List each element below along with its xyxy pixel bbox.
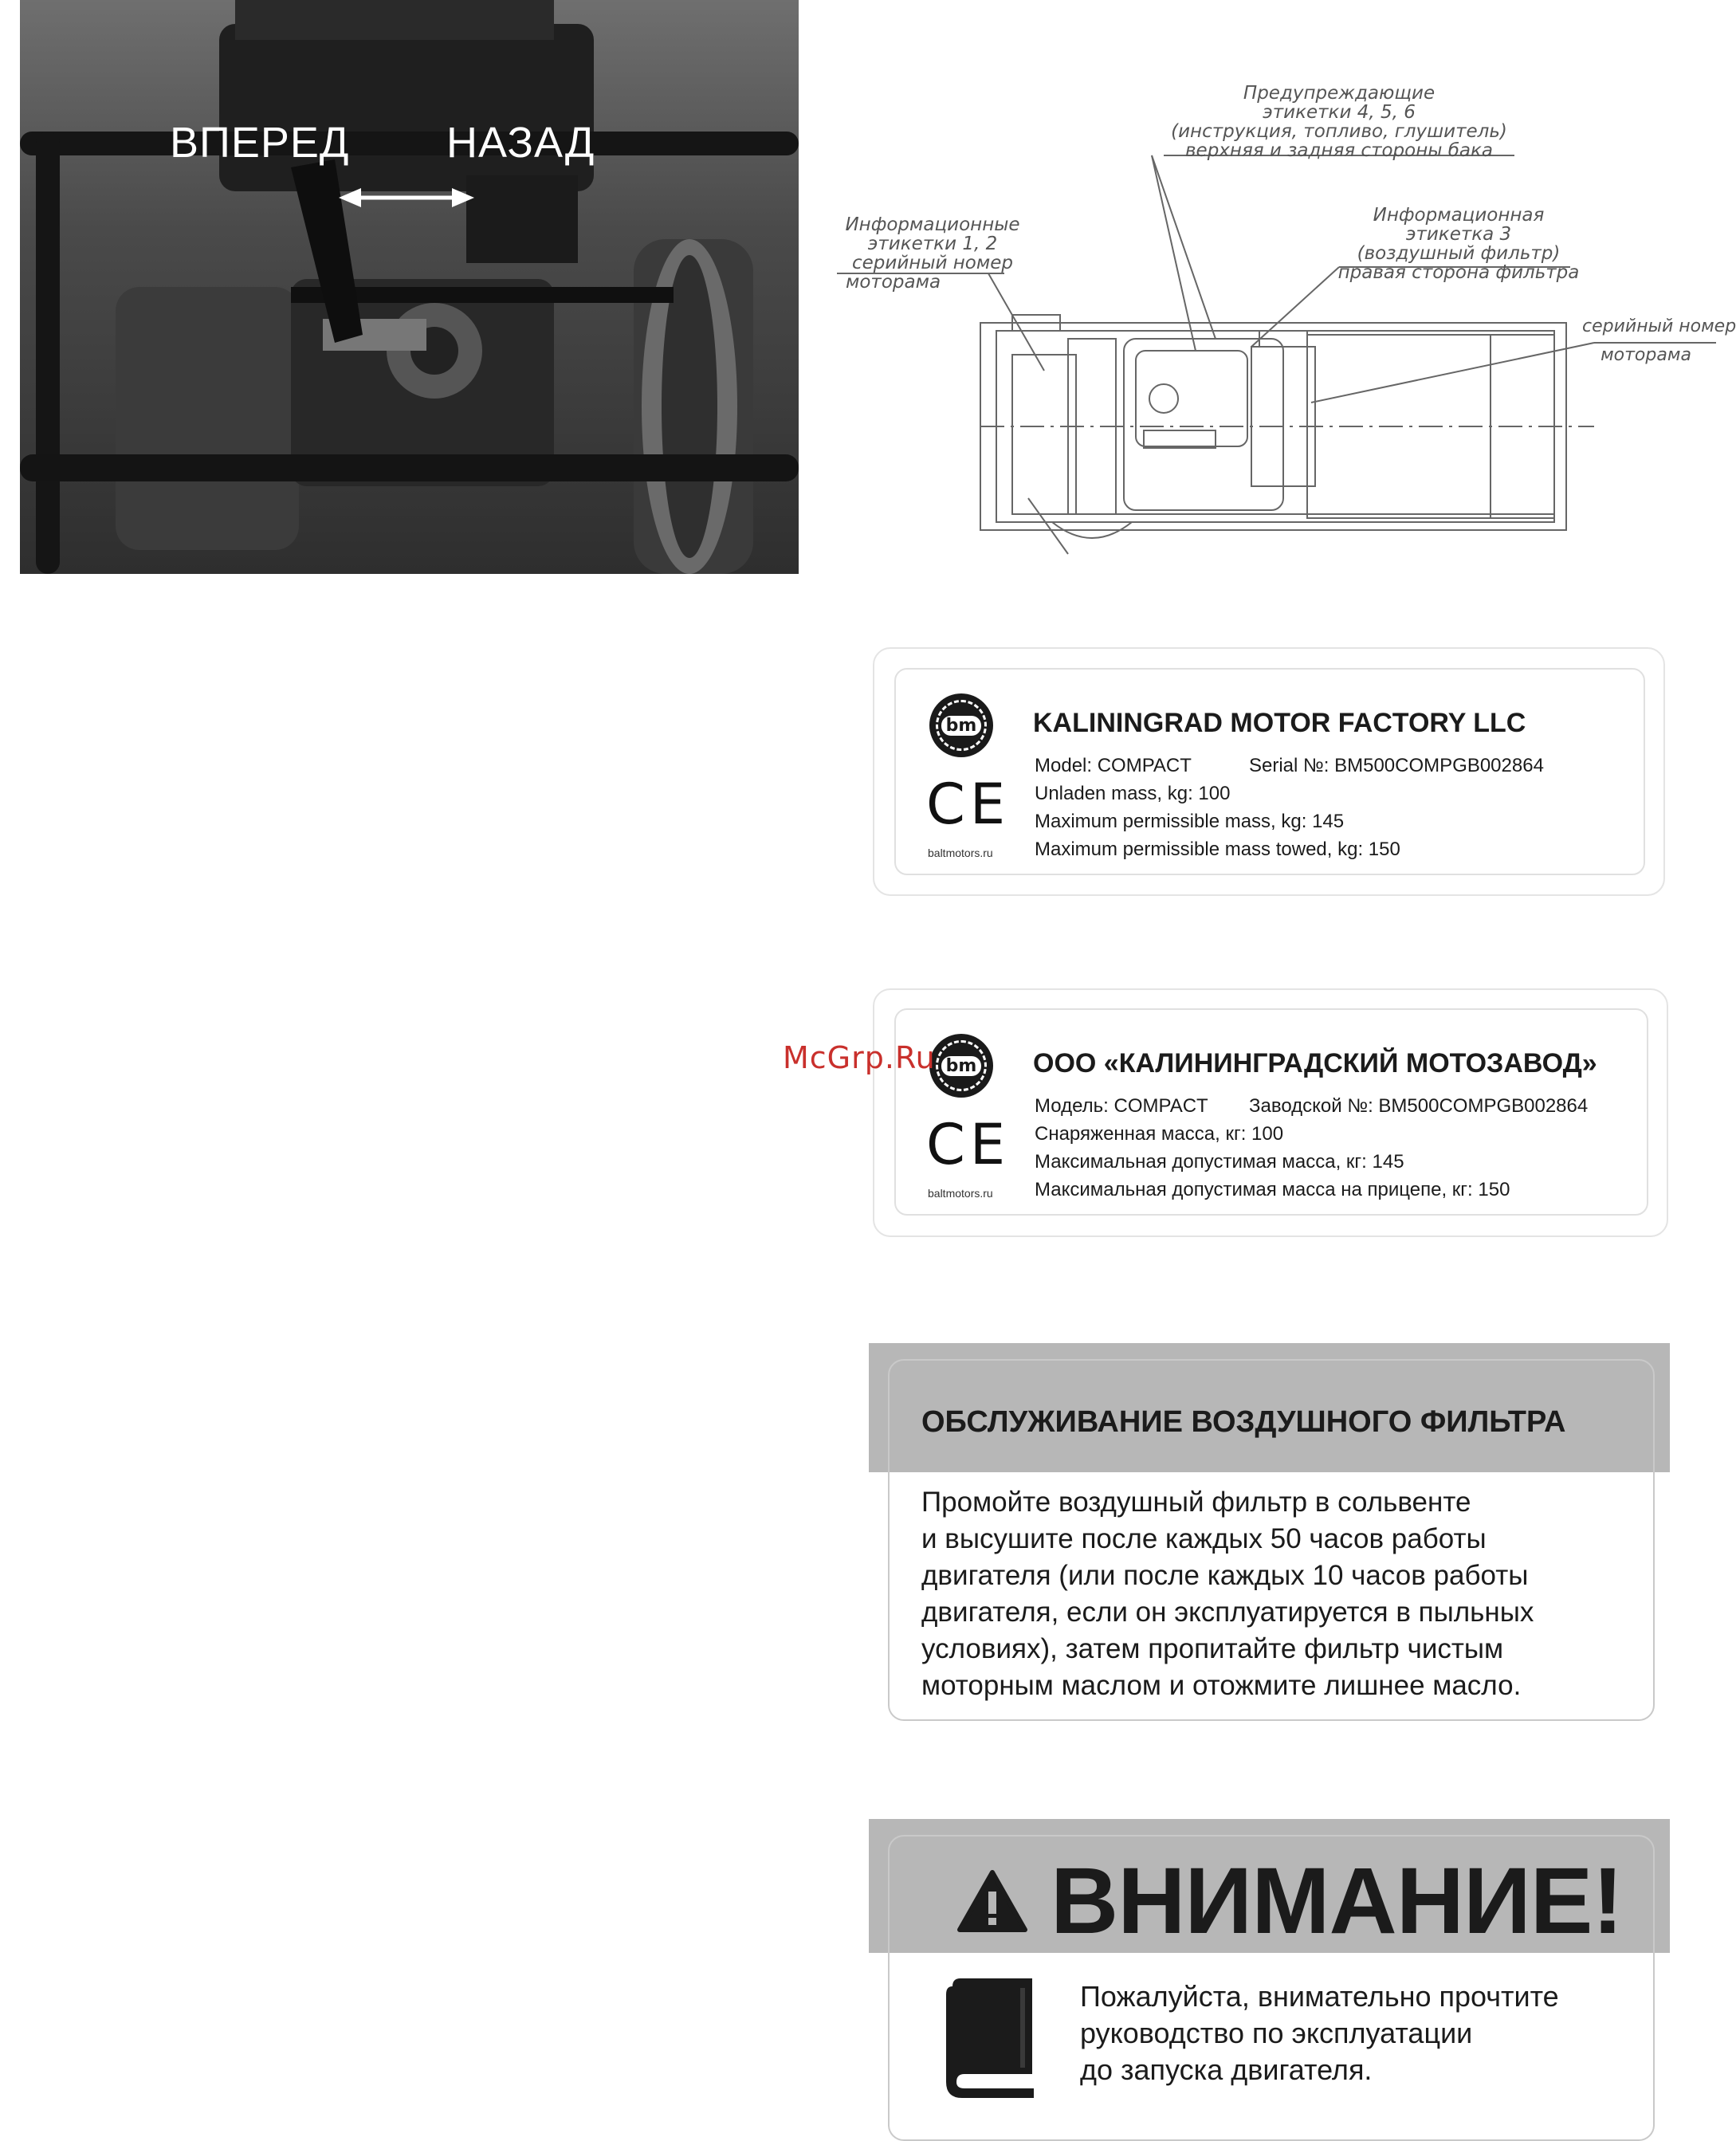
air-filter-text [921, 1484, 1534, 1704]
book-icon [945, 1978, 1044, 2098]
plate-serial: Заводской №: BM500COMPGB002864 [1249, 1095, 1589, 1117]
callout-info12-line: Информационные [845, 214, 1020, 235]
plate-model: Модель: COMPACT [1035, 1095, 1208, 1117]
plate-model: Model: COMPACT [1035, 755, 1192, 776]
plate-title: KALININGRAD MOTOR FACTORY LLC [1033, 708, 1526, 738]
air-filter-title: ОБСЛУЖИВАНИЕ ВОЗДУШНОГО ФИЛЬТРА [921, 1405, 1566, 1439]
plate-unladen-mass: Unladen mass, kg: 100 [1035, 783, 1231, 804]
warning-title: ВНИМАНИЕ! [1051, 1848, 1623, 1954]
forward-label: ВПЕРЕД [170, 119, 350, 167]
air-filter-line: и высушите после каждых 50 часов работы [921, 1523, 1487, 1554]
site-text: baltmotors.ru [928, 847, 993, 859]
air-filter-line: двигателя (или после каждых 10 часов работы [921, 1560, 1529, 1591]
warning-triangle-icon [956, 1869, 1028, 1933]
callout-info3-line: Информационная [1373, 205, 1545, 226]
callout-serial-line: моторама [1600, 345, 1691, 365]
air-filter-line: условиях), затем пропитайте фильтр чистым [921, 1633, 1504, 1664]
plate-serial: Serial №: BM500COMPGB002864 [1249, 755, 1544, 776]
air-filter-line: двигателя, если он эксплуатируется в пыльных [921, 1597, 1534, 1628]
callout-info3-line: правая сторона фильтра [1337, 262, 1580, 283]
callout-info-label-3 [1327, 206, 1590, 282]
label-placement-diagram [829, 76, 1736, 546]
callout-warning-line: верхняя и задняя стороны бака [1184, 140, 1493, 161]
logo-text: bm [941, 716, 982, 736]
callout-info3-line: этикетка 3 [1405, 224, 1512, 245]
bm-logo-icon [929, 693, 993, 757]
warning-text [1080, 1978, 1559, 2088]
callout-info12-line: этикетки 1, 2 [867, 234, 998, 254]
site-text: baltmotors.ru [928, 1187, 993, 1200]
callout-warning-line: этикетки 4, 5, 6 [1263, 102, 1416, 123]
nameplate-english [894, 668, 1645, 875]
bm-logo-icon [929, 1034, 993, 1098]
engine-photo [20, 0, 799, 574]
callout-info12-line: серийный номер [852, 253, 1013, 273]
back-label: НАЗАД [446, 119, 595, 167]
callout-warning-line: (инструкция, топливо, глушитель) [1171, 121, 1507, 142]
callout-info-labels-1-2 [841, 215, 1024, 292]
plate-max-mass: Максимальная допустимая масса, кг: 145 [1035, 1151, 1404, 1173]
warning-line: Пожалуйста, внимательно прочтите [1080, 1980, 1559, 2013]
watermark-link[interactable]: McGrp.Ru [783, 1040, 936, 1075]
logo-text: bm [941, 1056, 982, 1076]
callout-warning-labels [1164, 84, 1514, 160]
callout-serial-line: серийный номер [1582, 316, 1736, 336]
callout-info3-line: (воздушный фильтр) [1357, 243, 1561, 264]
warning-line: до запуска двигателя. [1080, 2053, 1373, 2086]
plate-max-mass: Maximum permissible mass, kg: 145 [1035, 811, 1345, 832]
callout-info12-line: моторама [846, 272, 941, 293]
plate-unladen-mass: Снаряженная масса, кг: 100 [1035, 1123, 1284, 1145]
ce-mark: CE [926, 1112, 1011, 1177]
plate-title: ООО «КАЛИНИНГРАДСКИЙ МОТОЗАВОД» [1033, 1048, 1597, 1078]
ce-mark: CE [926, 772, 1011, 837]
engine-photo-drawing [20, 0, 799, 574]
callout-warning-line: Предупреждающие [1243, 83, 1436, 104]
nameplate-russian [894, 1008, 1648, 1216]
air-filter-line: Промойте воздушный фильтр в сольвенте [921, 1487, 1471, 1518]
air-filter-line: моторным маслом и отожмите лишнее масло. [921, 1670, 1522, 1701]
warning-line: руководство по эксплуатации [1080, 2017, 1473, 2049]
plate-max-towed: Maximum permissible mass towed, kg: 150 [1035, 839, 1400, 860]
plate-max-towed: Максимальная допустимая масса на прицепе, кг: 150 [1035, 1179, 1510, 1200]
callout-serial-number [1582, 316, 1736, 365]
